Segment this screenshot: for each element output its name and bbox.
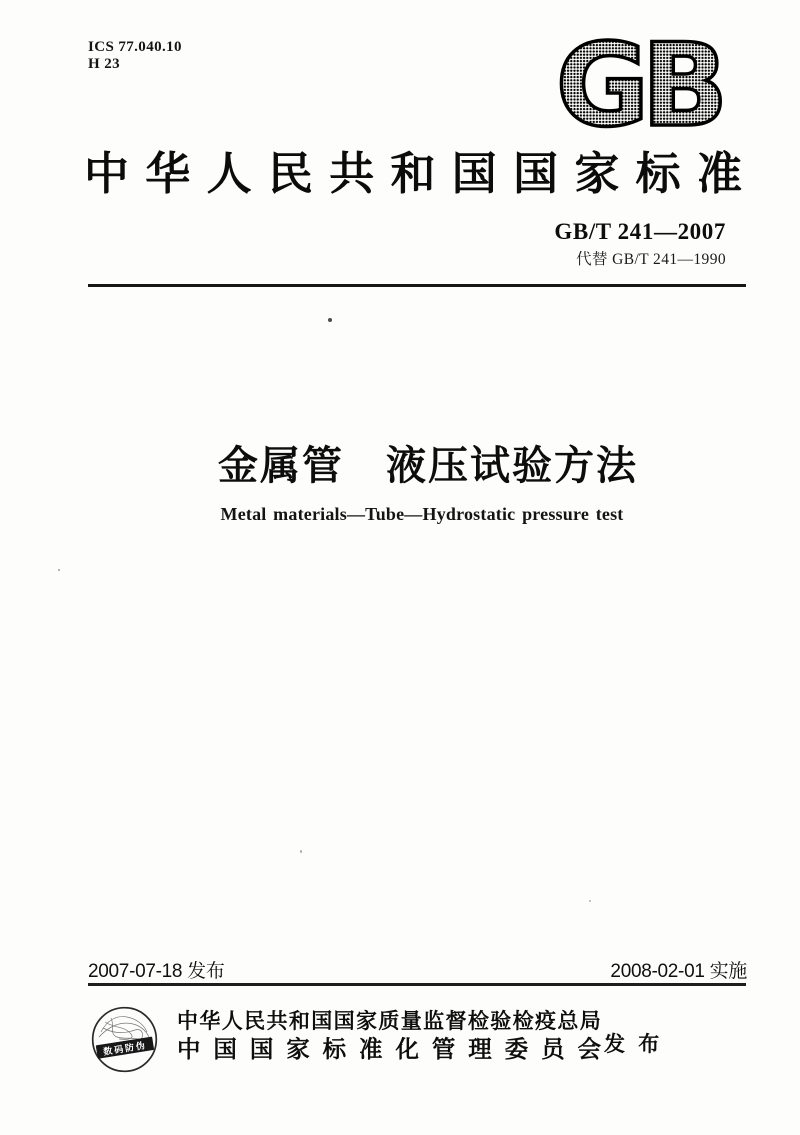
char: 会 [577, 1037, 601, 1063]
gb-logo [541, 34, 735, 131]
gb-logo-text: GB [555, 34, 721, 131]
char: 总 [557, 1009, 579, 1033]
scan-speck [58, 569, 60, 571]
char: 员 [541, 1037, 565, 1063]
doc-class-code: H 23 [88, 56, 121, 72]
subject-title-cn: 金属管 液压试验方法 [218, 444, 638, 488]
char: 国 [451, 149, 497, 199]
stamp-label: 数码防伪 [102, 1040, 148, 1057]
subject-title-en: Metal materials—Tube—Hydrostatic pressure test [220, 504, 624, 524]
standard-number-block [554, 219, 726, 269]
char: 验 [490, 1009, 512, 1033]
authority-line-2 [177, 1037, 601, 1063]
issuing-authorities [177, 1009, 601, 1063]
char: 督 [445, 1009, 467, 1033]
char: 共 [329, 149, 375, 199]
char: 民 [244, 1009, 266, 1033]
char: 准 [696, 149, 742, 199]
char: 检 [512, 1009, 534, 1033]
char: 委 [504, 1037, 529, 1063]
char: 量 [400, 1009, 422, 1033]
char: 家 [574, 149, 620, 199]
stamp-band [96, 1037, 154, 1059]
char: 国 [311, 1009, 333, 1033]
standard-code: GB/T 241—2007 [554, 219, 726, 244]
date-row [88, 956, 747, 983]
char: 和 [390, 149, 436, 199]
scan-speck [328, 318, 332, 322]
scan-speck [589, 900, 591, 902]
char: 共 [266, 1009, 288, 1033]
char: 国 [213, 1037, 237, 1063]
stamp-scribble [99, 1017, 149, 1041]
char: 疫 [535, 1009, 556, 1033]
char: 中 [177, 1037, 201, 1063]
char: 华 [199, 1009, 221, 1033]
gb-logo-graphic [541, 34, 735, 131]
authority-line-1 [177, 1009, 601, 1034]
supersedes-note: 代替 GB/T 241—1990 [576, 251, 726, 268]
publish-label: 发 布 [604, 1032, 664, 1056]
stamp-graphic [91, 1006, 158, 1073]
char: 质 [378, 1009, 400, 1033]
char: 局 [579, 1009, 601, 1033]
ics-code: ICS 77.040.10 [88, 39, 182, 55]
char: 中 [177, 1009, 198, 1033]
char: 家 [286, 1037, 310, 1063]
char: 国 [513, 149, 559, 199]
char: 准 [359, 1037, 383, 1063]
implement-date: 2008-02-01 实施 [610, 961, 747, 982]
issue-date: 2007-07-18 发布 [88, 961, 225, 982]
char: 和 [288, 1009, 310, 1033]
char: 华 [145, 149, 191, 199]
char: 标 [322, 1037, 347, 1063]
char: 国 [333, 1009, 355, 1033]
char: 理 [468, 1037, 492, 1063]
masthead-title [84, 151, 742, 198]
char: 标 [635, 149, 681, 199]
char: 人 [221, 1009, 243, 1033]
anti-counterfeit-stamp [91, 1006, 158, 1073]
bottom-rule [88, 983, 746, 986]
char: 中 [84, 149, 130, 199]
char: 化 [395, 1037, 419, 1063]
char: 家 [356, 1009, 377, 1033]
classification-block [88, 39, 182, 73]
char: 民 [267, 149, 313, 199]
char: 国 [249, 1037, 274, 1063]
scan-speck [300, 850, 302, 853]
char: 检 [467, 1009, 489, 1033]
char: 人 [206, 149, 252, 199]
char: 管 [431, 1037, 456, 1063]
char: 监 [423, 1009, 445, 1033]
top-rule [88, 284, 746, 287]
